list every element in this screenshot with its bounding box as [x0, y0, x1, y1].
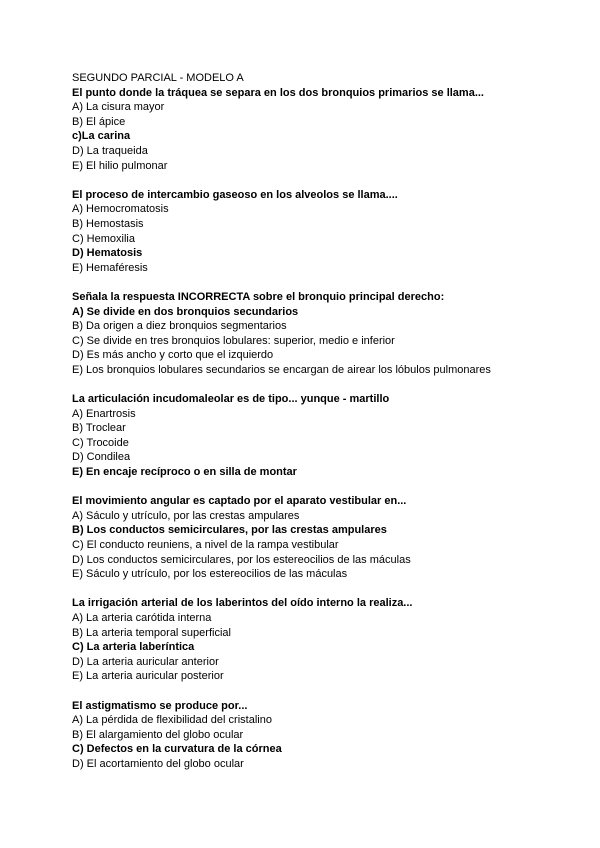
- option-list: [72, 305, 572, 378]
- question-text: Señala la respuesta INCORRECTA sobre el bronquio principal derecho:: [72, 290, 445, 303]
- option-d: D) El acortamiento del globo ocular: [72, 757, 244, 770]
- option-e-correct: E) En encaje recíproco o en silla de montar: [72, 466, 297, 479]
- question-text: El movimiento angular es captado por el aparato vestibular en...: [72, 495, 407, 508]
- question-7: [72, 699, 572, 772]
- option-e: E) Hemaféresis: [72, 261, 148, 274]
- option-b: B) Troclear: [72, 422, 126, 435]
- option-d: D) Los conductos semicirculares, por los estereocilios de las máculas: [72, 553, 411, 566]
- option-a-correct: A) Se divide en dos bronquios secundarios: [72, 305, 299, 318]
- option-list: [72, 202, 572, 275]
- question-text: El proceso de intercambio gaseoso en los alveolos se llama....: [72, 188, 398, 201]
- option-a: A) Hemocromatosis: [72, 203, 169, 216]
- option-c-correct: C) Defectos en la curvatura de la córnea: [72, 743, 282, 756]
- option-c-correct: C) La arteria laberíntica: [72, 641, 195, 654]
- option-e: E) La arteria auricular posterior: [72, 670, 224, 683]
- question-text: La articulación incudomaleolar es de tipo... yunque - martillo: [72, 393, 390, 406]
- option-d: D) Es más ancho y corto que el izquierdo: [72, 349, 274, 362]
- option-a: A) Sáculo y utrículo, por las crestas ampulares: [72, 509, 300, 522]
- option-a: A) Enartrosis: [72, 407, 136, 420]
- option-a: A) La cisura mayor: [72, 101, 165, 114]
- option-c: C) El conducto reuniens, a nivel de la rampa vestibular: [72, 539, 339, 551]
- option-e: E) El hilio pulmonar: [72, 159, 168, 172]
- document-title: SEGUNDO PARCIAL - MODELO A: [72, 72, 244, 84]
- option-b: B) Hemostasis: [72, 217, 144, 230]
- option-c: C) Se divide en tres bronquios lobulares: superior, medio e inferior: [72, 334, 395, 347]
- option-d: D) La traqueida: [72, 144, 148, 157]
- question-6: [72, 596, 572, 684]
- option-c: C) Trocoide: [72, 436, 129, 449]
- option-d-correct: D) Hematosis: [72, 247, 143, 260]
- option-d: D) Condilea: [72, 451, 131, 464]
- option-list: [72, 611, 572, 684]
- question-4: [72, 392, 572, 480]
- option-e: E) Los bronquios lobulares secundarios se encargan de airear los lóbulos pulmonares: [72, 363, 491, 376]
- option-b-correct: B) Los conductos semicirculares, por las crestas ampulares: [72, 524, 387, 537]
- option-e: E) Sáculo y utrículo, por los estereocilios de las máculas: [72, 568, 348, 581]
- question-text: El punto donde la tráquea se separa en los dos bronquios primarios se llama...: [72, 86, 484, 99]
- question-text: La irrigación arterial de los laberintos del oído interno la realiza...: [72, 597, 413, 610]
- option-list: [72, 407, 572, 480]
- document-page: [72, 71, 572, 772]
- question-2: [72, 188, 572, 276]
- option-list: [72, 100, 572, 173]
- option-c: C) Hemoxilia: [72, 232, 135, 245]
- option-a: A) La arteria carótida interna: [72, 611, 212, 624]
- option-b: B) El alargamiento del globo ocular: [72, 728, 244, 741]
- question-text: El astigmatismo se produce por...: [72, 699, 248, 712]
- option-a: A) La pérdida de flexibilidad del cristalino: [72, 714, 272, 727]
- option-list: [72, 713, 572, 771]
- option-b: B) La arteria temporal superficial: [72, 626, 231, 639]
- question-1: [72, 86, 572, 174]
- question-3: [72, 290, 572, 378]
- option-c-correct: c)La carina: [72, 130, 131, 143]
- option-b: B) El ápice: [72, 115, 126, 128]
- question-5: [72, 494, 572, 582]
- option-list: [72, 509, 572, 582]
- option-b: B) Da origen a diez bronquios segmentarios: [72, 320, 287, 333]
- option-d: D) La arteria auricular anterior: [72, 655, 219, 668]
